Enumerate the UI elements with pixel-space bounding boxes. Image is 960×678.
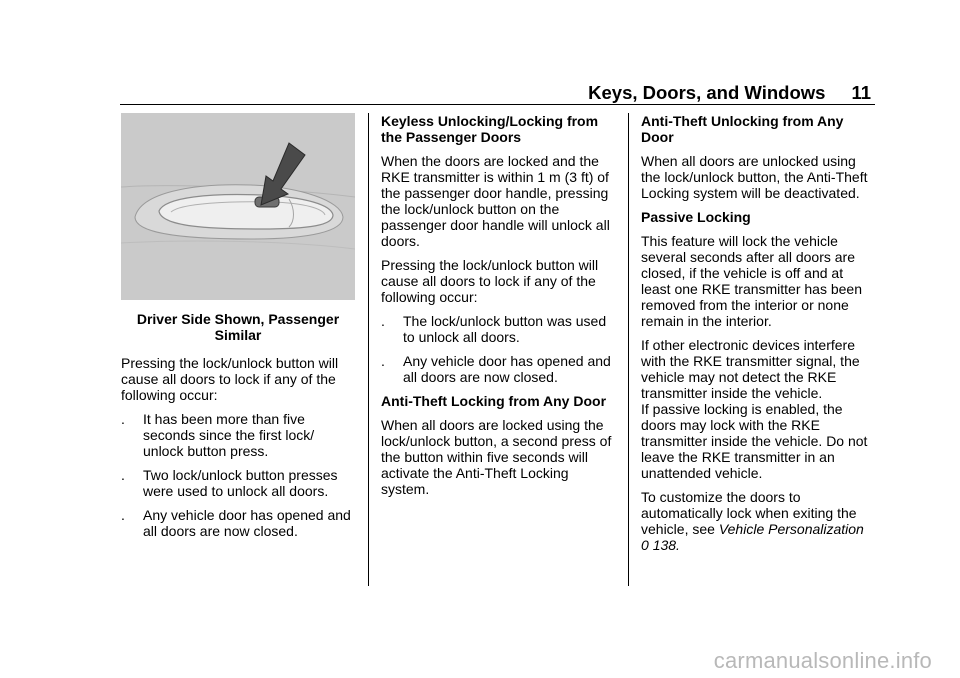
ref-page: 138 — [652, 537, 677, 553]
col1-intro: Pressing the lock/unlock button will cause all doors to lock if any of the following occur: — [121, 355, 339, 403]
bullet-glyph: . — [381, 353, 385, 369]
heading-passive-locking: Passive Locking — [641, 209, 751, 225]
column-3 — [641, 113, 875, 561]
page-number: 11 — [851, 82, 871, 103]
list-item — [121, 411, 355, 459]
bullet-text: Any vehicle door has opened and all doors are now closed. — [403, 353, 611, 385]
figure-caption: Driver Side Shown, Passenger Similar — [136, 311, 340, 343]
list-item — [381, 313, 613, 345]
bullet-text: Two lock/unlock button presses were used to unlock all doors. — [143, 467, 338, 499]
heading-keyless-unlocking: Keyless Unlocking/Locking from the Passenger Doors — [381, 113, 599, 145]
column-divider-1 — [368, 113, 369, 586]
heading-anti-theft-unlocking: Anti-Theft Unlocking from Any Door — [641, 113, 844, 145]
door-handle-icon — [121, 113, 355, 300]
door-handle-figure — [121, 113, 355, 300]
col3-para-3a: If other electronic devices interfere with the RKE transmitter signal, the vehicle may not detect the RKE transmitter inside the vehicle. — [641, 337, 860, 401]
list-item — [121, 467, 355, 499]
bullet-glyph: . — [121, 411, 125, 427]
bullet-glyph: . — [121, 507, 125, 523]
col3-para-3b: If passive locking is enabled, the doors may lock with the RKE transmitter inside the vehicle. Do not leave the RKE transmitter in an unattended vehicle. — [641, 401, 868, 481]
column-1 — [121, 113, 355, 547]
header-rule — [120, 104, 875, 105]
cross-reference-link[interactable]: Vehicle Personalization 0 138. — [641, 521, 864, 553]
list-item — [381, 353, 613, 385]
page-ref-icon: 0 — [641, 537, 649, 553]
column-divider-2 — [628, 113, 629, 586]
col2-para-1: When the doors are locked and the RKE transmitter is within 1 m (3 ft) of the passenger door handle, pressing the lock/unlock button on the passenger door handle will unlock all doors. — [381, 153, 610, 249]
col2-para-3: When all doors are locked using the lock/unlock button, a second press of the button within five seconds will activate the Anti-Theft Locking system. — [381, 417, 612, 497]
section-title: Keys, Doors, and Windows — [588, 82, 826, 103]
col3-para-3 — [641, 337, 875, 481]
page-header — [120, 82, 875, 104]
col3-para-4 — [641, 489, 875, 553]
ref-title: Vehicle Personalization — [718, 521, 864, 537]
bullet-text: It has been more than five seconds since the first lock/ unlock button press. — [143, 411, 315, 459]
bullet-text: Any vehicle door has opened and all doors are now closed. — [143, 507, 351, 539]
col3-para-2: This feature will lock the vehicle several seconds after all doors are closed, if the vehicle is off and at least one RKE transmitter has been removed from the interior or none remain in the interior. — [641, 233, 863, 329]
bullet-glyph: . — [121, 467, 125, 483]
col3-para-1: When all doors are unlocked using the lock/unlock button, the Anti-Theft Locking system will be deactivated. — [641, 153, 868, 201]
heading-anti-theft-locking: Anti-Theft Locking from Any Door — [381, 393, 607, 409]
bullet-text: The lock/unlock button was used to unlock all doors. — [403, 313, 607, 345]
list-item — [121, 507, 355, 539]
column-2 — [381, 113, 613, 505]
col2-para-2: Pressing the lock/unlock button will cause all doors to lock if any of the following occur: — [381, 257, 599, 305]
bullet-glyph: . — [381, 313, 385, 329]
col3-para-4-text: To customize the doors to automatically lock when exiting the vehicle, see — [641, 489, 857, 537]
watermark: carmanualsonline.info — [713, 648, 932, 673]
